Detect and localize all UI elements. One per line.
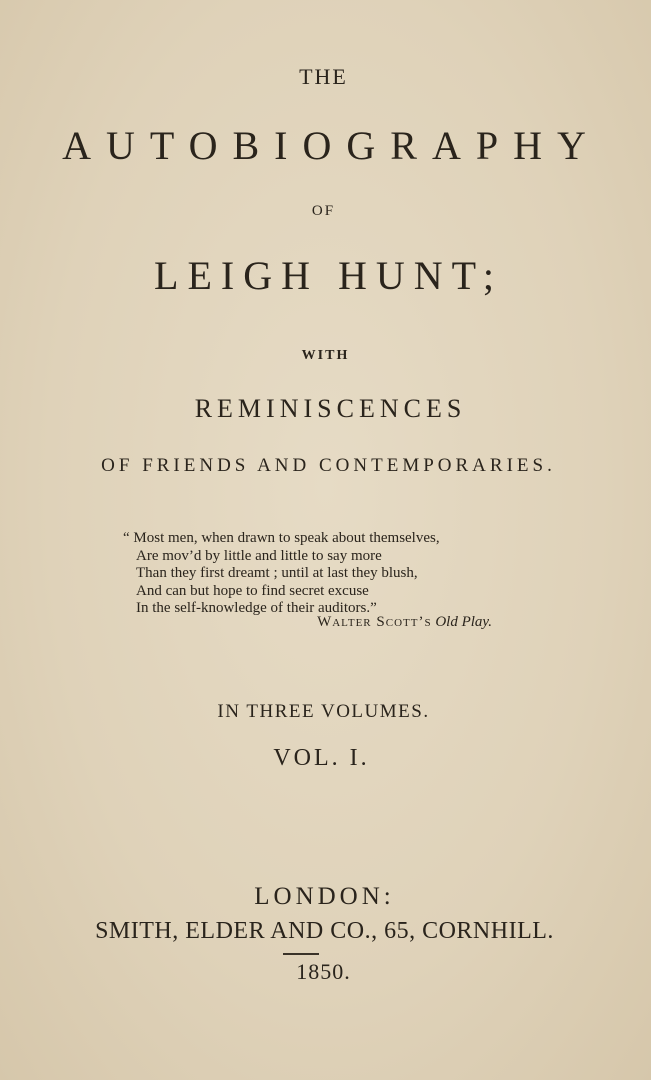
author-name: LEIGH HUNT; <box>154 253 503 298</box>
attribution-author: Walter Scott’s <box>317 614 432 630</box>
epigraph-line: Are mov’d by little and little to say more <box>136 547 382 564</box>
subtitle-main: REMINISCENCES <box>194 394 467 423</box>
volume-number: VOL. I. <box>273 745 370 771</box>
epigraph-attribution <box>317 614 492 631</box>
subtitle-conjunction: WITH <box>301 348 350 363</box>
epigraph-line: “ Most men, when drawn to speak about themselves, <box>123 530 440 546</box>
attribution-work: Old Play. <box>435 614 492 630</box>
title-preposition: OF <box>311 203 336 219</box>
title-article: THE <box>299 64 348 89</box>
imprint-rule <box>283 953 319 955</box>
subtitle-continuation: OF FRIENDS AND CONTEMPORARIES. <box>101 455 556 476</box>
imprint-city: LONDON: <box>254 883 395 910</box>
imprint-publisher: SMITH, ELDER AND CO., 65, CORNHILL. <box>95 918 554 944</box>
volume-count: IN THREE VOLUMES. <box>217 701 430 722</box>
epigraph <box>123 530 516 618</box>
epigraph-line: Than they first dreamt ; until at last they blush, <box>136 565 418 581</box>
book-title: AUTOBIOGRAPHY <box>62 123 601 168</box>
epigraph-line: And can but hope to find secret excuse <box>136 582 369 599</box>
imprint-year: 1850. <box>296 959 351 984</box>
epigraph-line: In the self-knowledge of their auditors.” <box>136 600 377 616</box>
